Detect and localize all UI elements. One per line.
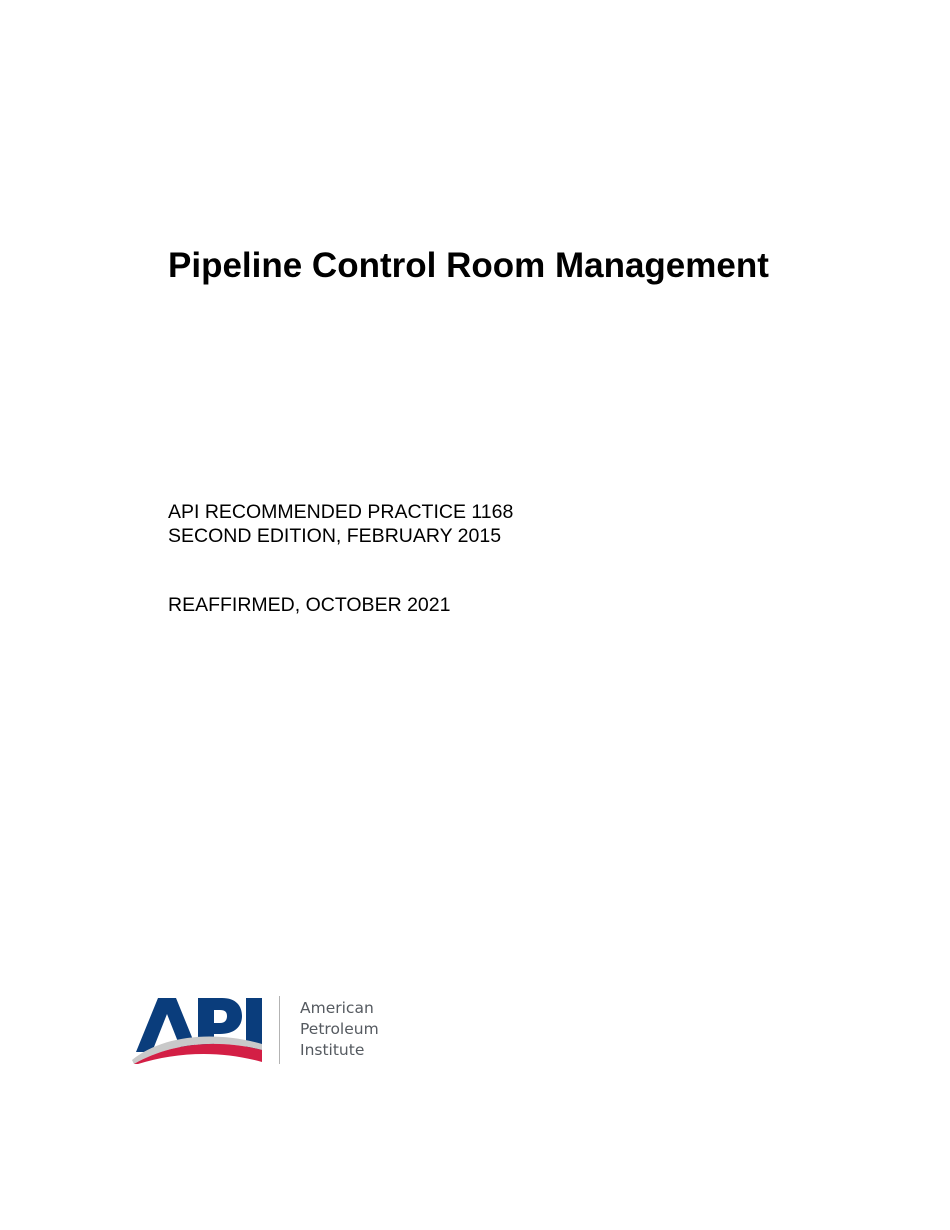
logo-wordmark	[300, 998, 379, 1061]
api-logo-mark-icon	[132, 994, 272, 1066]
designation-edition: SECOND EDITION, FEBRUARY 2015	[168, 525, 502, 547]
api-logo	[132, 994, 402, 1068]
reaffirmation-note: REAFFIRMED, OCTOBER 2021	[168, 594, 451, 616]
document-designation	[168, 500, 513, 548]
logo-name-line-3: Institute	[300, 1041, 365, 1059]
logo-name-line-2: Petroleum	[300, 1020, 379, 1038]
document-title: Pipeline Control Room Management	[168, 246, 769, 285]
designation-practice: API RECOMMENDED PRACTICE 1168	[168, 501, 514, 523]
logo-name-line-1: American	[300, 999, 374, 1017]
logo-divider	[279, 996, 280, 1064]
